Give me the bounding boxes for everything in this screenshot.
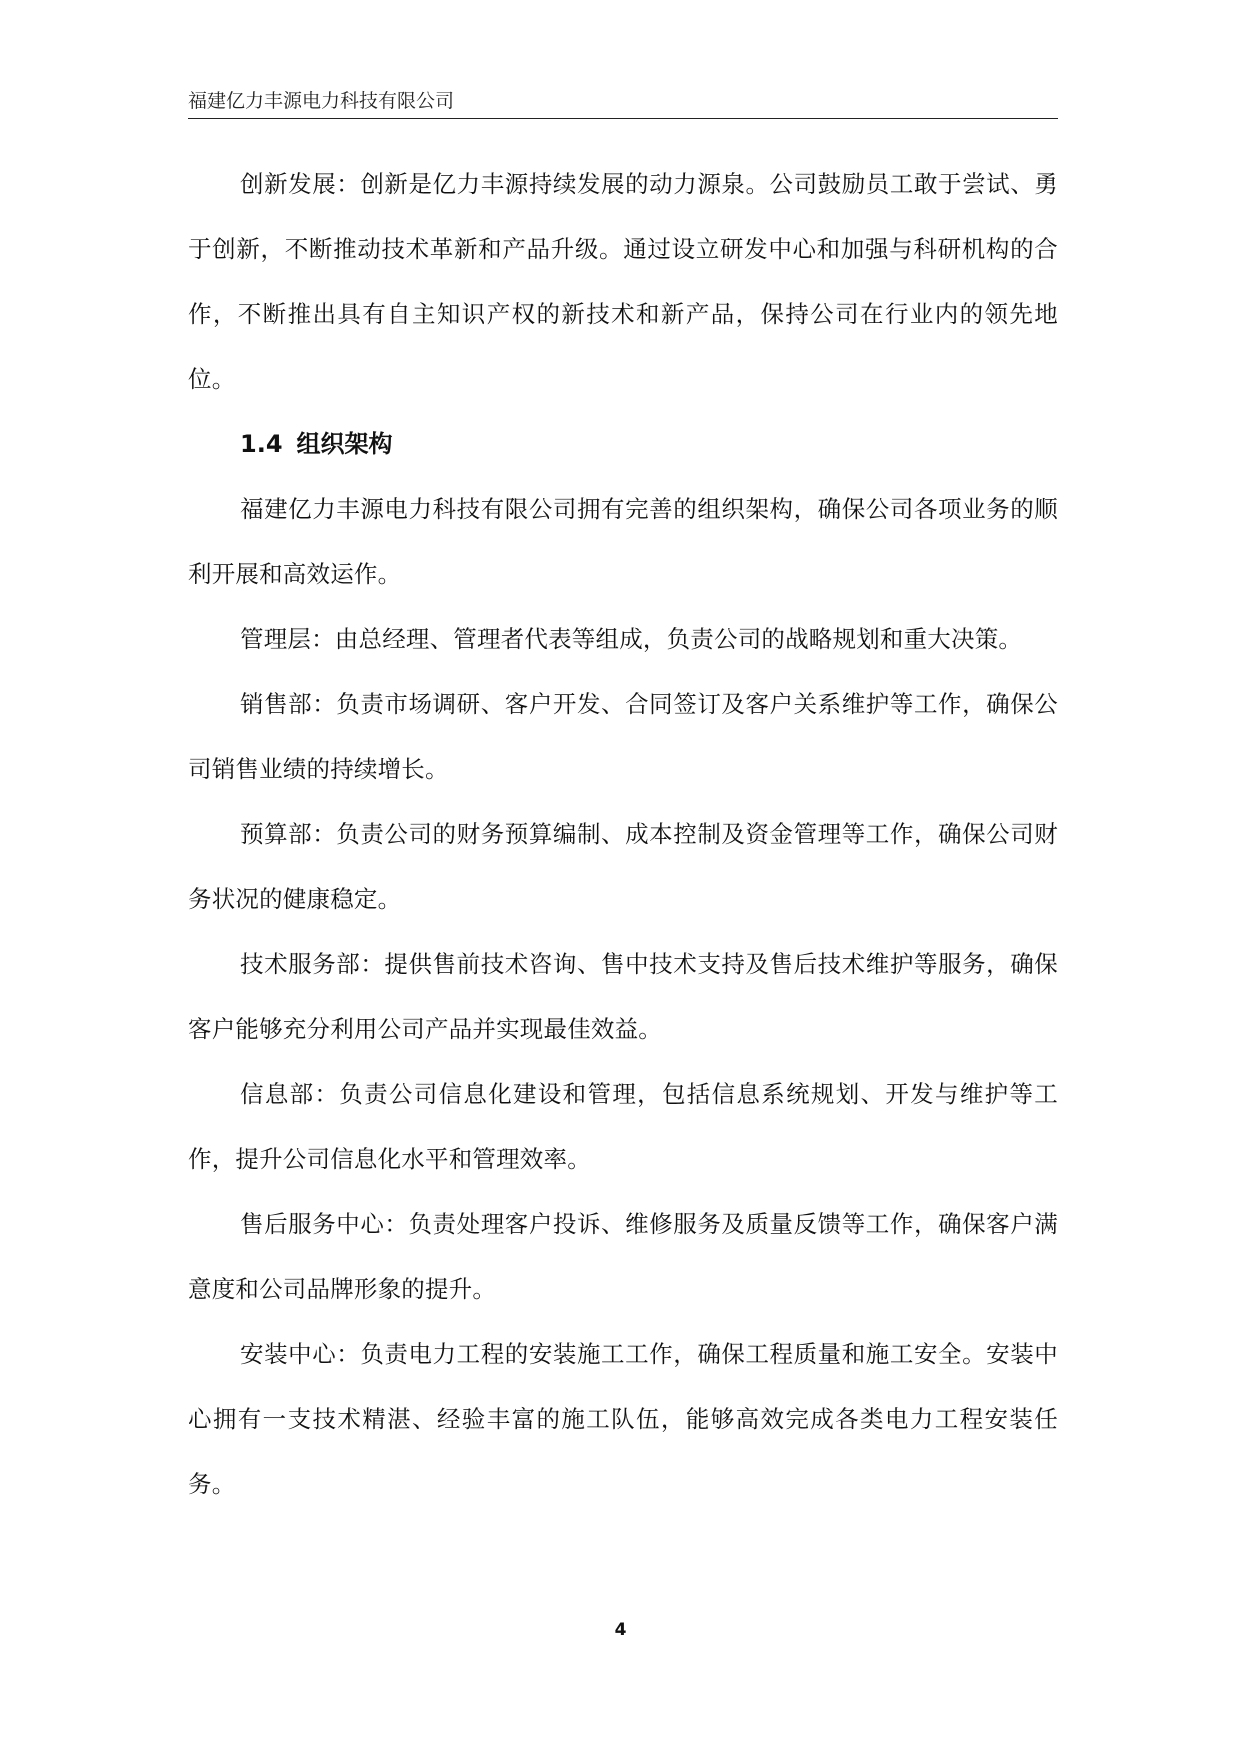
paragraph-installation: 安装中心：负责电力工程的安装施工工作，确保工程质量和施工安全。安装中心拥有一支技术精湛、经验丰富的施工队伍，能够高效完成各类电力工程安装任务。 — [188, 1340, 1058, 1498]
paragraph-management: 管理层：由总经理、管理者代表等组成，负责公司的战略规划和重大决策。 — [240, 625, 1023, 653]
section-number: 1.4 — [240, 430, 283, 458]
page-number: 4 — [614, 1620, 627, 1640]
paragraph-after-sales: 售后服务中心：负责处理客户投诉、维修服务及质量反馈等工作，确保客户满意度和公司品牌形象的提升。 — [188, 1210, 1058, 1303]
paragraph-information: 信息部：负责公司信息化建设和管理，包括信息系统规划、开发与维护等工作，提升公司信息化水平和管理效率。 — [188, 1080, 1058, 1173]
paragraph-technical-service: 技术服务部：提供售前技术咨询、售中技术支持及售后技术维护等服务，确保客户能够充分利用公司产品并实现最佳效益。 — [188, 950, 1058, 1043]
paragraph-innovation: 创新发展：创新是亿力丰源持续发展的动力源泉。公司鼓励员工敢于尝试、勇于创新，不断推动技术革新和产品升级。通过设立研发中心和加强与科研机构的合作，不断推出具有自主知识产权的新技术和新产品，保持公司在行业内的领先地位。 — [188, 170, 1058, 393]
section-heading — [188, 412, 1058, 477]
paragraph-intro: 福建亿力丰源电力科技有限公司拥有完善的组织架构，确保公司各项业务的顺利开展和高效运作。 — [188, 495, 1058, 588]
document-body — [188, 152, 1058, 1517]
section-title: 组织架构 — [296, 430, 393, 458]
paragraph-sales: 销售部：负责市场调研、客户开发、合同签订及客户关系维护等工作，确保公司销售业绩的持续增长。 — [188, 690, 1058, 783]
paragraph-budget: 预算部：负责公司的财务预算编制、成本控制及资金管理等工作，确保公司财务状况的健康稳定。 — [188, 820, 1058, 913]
running-header: 福建亿力丰源电力科技有限公司 — [188, 90, 455, 112]
header-divider — [188, 118, 1058, 119]
